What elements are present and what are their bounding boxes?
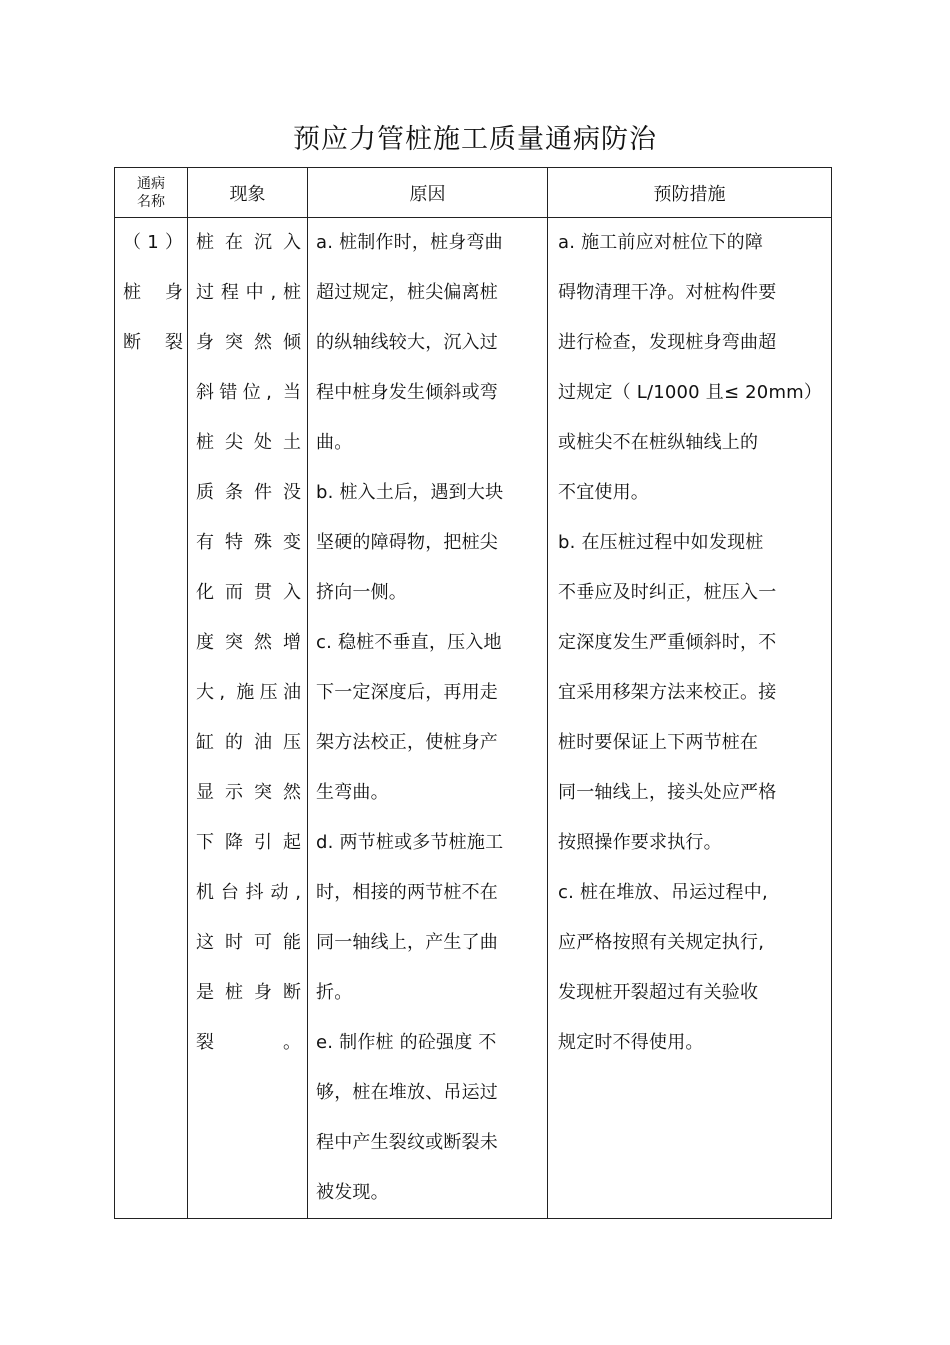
- defect-name-line: 桩 身: [123, 282, 183, 303]
- phenomenon-line: 过程中,桩: [196, 282, 301, 303]
- prevention-line: 应严格按照有关规定执行,: [558, 932, 765, 953]
- header-defect-name-line1: 通病: [137, 175, 165, 192]
- cause-line: 够，桩在堆放、吊运过: [316, 1082, 498, 1103]
- prevention-line: 宜采用移架方法来校正。接: [558, 682, 777, 703]
- cause-cell: [308, 218, 548, 1219]
- phenomenon-line: 化而贯入: [196, 582, 301, 603]
- prevention-cell: [548, 218, 832, 1219]
- header-cause: 原因: [308, 168, 548, 218]
- phenomenon-line: 显示突然: [196, 782, 301, 803]
- cause-line: 的纵轴线较大，沉入过: [316, 332, 498, 353]
- cause-line: d. 两节桩或多节桩施工: [316, 832, 504, 853]
- header-prevention: 预防措施: [548, 168, 832, 218]
- phenomenon-line: 有特殊变: [196, 532, 301, 553]
- cause-line: 生弯曲。: [316, 782, 389, 803]
- phenomenon-line: 下降引起: [196, 832, 301, 853]
- phenomenon-line: 缸的油压: [196, 732, 301, 753]
- prevention-line: 规定时不得使用。: [558, 1032, 704, 1053]
- prevention-line: 碍物清理干净。对桩构件要: [558, 282, 777, 303]
- phenomenon-line: 这时可能: [196, 932, 301, 953]
- prevention-line: 不宜使用。: [558, 482, 649, 503]
- defects-table: [114, 167, 832, 1219]
- prevention-line: b. 在压桩过程中如发现桩: [558, 532, 764, 553]
- cause-line: 架方法校正，使桩身产: [316, 732, 498, 753]
- cause-line: 下一定深度后，再用走: [316, 682, 498, 703]
- cause-line: 折。: [316, 982, 353, 1003]
- cause-line: 超过规定，桩尖偏离桩: [316, 282, 498, 303]
- phenomenon-line: 桩在沉入: [196, 232, 301, 253]
- phenomenon-line: 是桩身断: [196, 982, 301, 1003]
- prevention-line: 或桩尖不在桩纵轴线上的: [558, 432, 759, 453]
- prevention-line: 发现桩开裂超过有关验收: [558, 982, 759, 1003]
- defect-name-line: 断裂: [123, 332, 183, 353]
- cause-line: 被发现。: [316, 1182, 389, 1203]
- cause-line: 挤向一侧。: [316, 582, 407, 603]
- cause-line: b. 桩入土后，遇到大块: [316, 482, 504, 503]
- phenomenon-line: 身突然倾: [196, 332, 301, 353]
- prevention-line: 同一轴线上，接头处应严格: [558, 782, 777, 803]
- table-header-row: [115, 168, 832, 218]
- cause-line: 同一轴线上，产生了曲: [316, 932, 498, 953]
- prevention-line: 定深度发生严重倾斜时，不: [558, 632, 777, 653]
- prevention-line: 按照操作要求执行。: [558, 832, 722, 853]
- cause-line: c. 稳桩不垂直，压入地: [316, 632, 502, 653]
- phenomenon-line: 大, 施压油: [196, 682, 301, 703]
- prevention-line: 桩时要保证上下两节桩在: [558, 732, 759, 753]
- cause-line: 坚硬的障碍物，把桩尖: [316, 532, 498, 553]
- prevention-line: c. 桩在堆放、吊运过程中,: [558, 882, 768, 903]
- phenomenon-line: 斜错位, 当: [196, 382, 301, 403]
- prevention-line: a. 施工前应对桩位下的障: [558, 232, 764, 253]
- prevention-line: 不垂应及时纠正，桩压入一: [558, 582, 777, 603]
- cause-line: a. 桩制作时，桩身弯曲: [316, 232, 503, 253]
- table-row: [115, 218, 832, 1219]
- cause-line: 程中桩身发生倾斜或弯: [316, 382, 498, 403]
- phenomenon-line: 度突然增: [196, 632, 301, 653]
- prevention-line: 过规定（ L/1000 且≤ 20mm）: [558, 382, 823, 403]
- cause-line: 曲。: [316, 432, 353, 453]
- header-defect-name: [115, 168, 188, 218]
- prevention-line: 进行检查，发现桩身弯曲超: [558, 332, 777, 353]
- defect-name-line: （1）: [123, 232, 183, 253]
- page-title: 预应力管桩施工质量通病防治: [293, 124, 657, 155]
- phenomenon-line: 质条件没: [196, 482, 301, 503]
- phenomenon-line: 桩尖处土: [196, 432, 301, 453]
- cause-line: 程中产生裂纹或断裂未: [316, 1132, 498, 1153]
- header-phenomenon: 现象: [188, 168, 308, 218]
- header-defect-name-line2: 名称: [137, 193, 165, 210]
- phenomenon-cell: [188, 218, 308, 1219]
- defect-name-cell: [115, 218, 188, 1219]
- cause-line: 时，相接的两节桩不在: [316, 882, 498, 903]
- cause-line: e. 制作桩 的砼强度 不: [316, 1032, 497, 1053]
- phenomenon-line: 机台抖动,: [196, 882, 301, 903]
- phenomenon-line: 裂。: [196, 1032, 301, 1053]
